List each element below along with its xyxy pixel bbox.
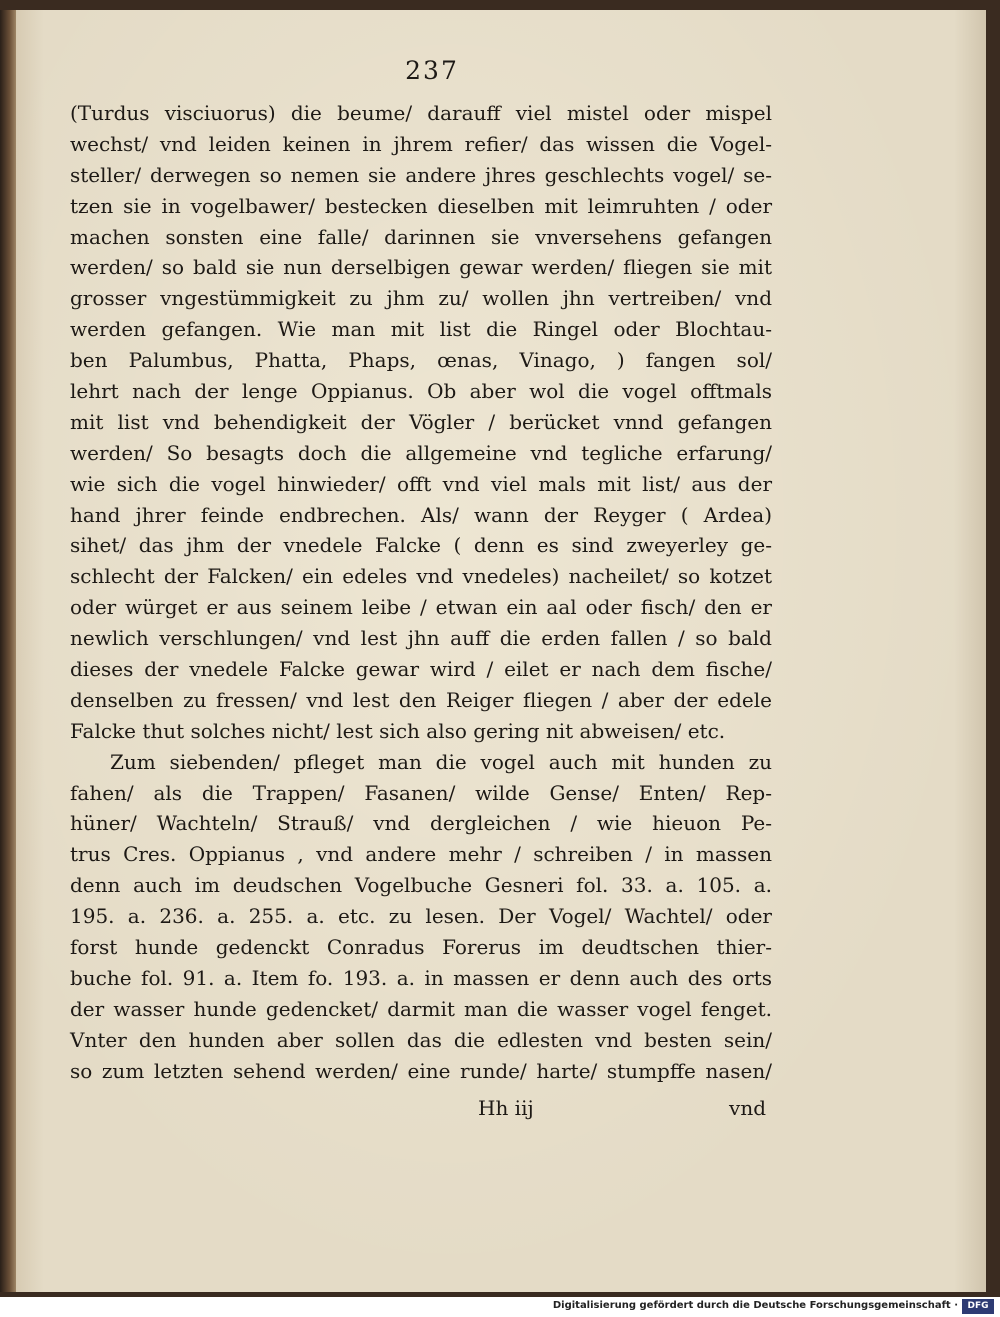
text-line: so zum letzten sehend werden/ eine runde/ harte/ stumpffe nasen/ bbox=[70, 1058, 772, 1083]
text-line: hand jhrer feinde endbrechen. Als/ wann der Reyger ( Ardea) bbox=[70, 502, 772, 527]
body-text bbox=[70, 98, 772, 1087]
text-line: dieses der vnedele Falcke gewar wird / eilet er nach dem fische/ bbox=[70, 657, 772, 682]
text-line: denn auch im deudschen Vogelbuche Gesneri fol. 33. a. 105. a. bbox=[70, 873, 772, 898]
text-line: oder würget er aus seinem leibe / etwan ein aal oder fisch/ den er bbox=[70, 595, 772, 620]
text-line: 195. a. 236. a. 255. a. etc. zu lesen. Der Vogel/ Wachtel/ oder bbox=[70, 904, 772, 929]
text-line: sihet/ das jhm der vnedele Falcke ( denn es sind zweyerley ge- bbox=[70, 533, 772, 558]
text-line: lehrt nach der lenge Oppianus. Ob aber wol die vogel offtmals bbox=[70, 379, 772, 404]
book-spine-edge bbox=[0, 10, 16, 1292]
catchword: vnd bbox=[729, 1096, 766, 1120]
text-line: forst hunde gedenckt Conradus Forerus im deudtschen thier- bbox=[70, 935, 772, 960]
text-line: denselben zu fressen/ vnd lest den Reiger fliegen / aber der edele bbox=[70, 687, 772, 712]
text-line: ben Palumbus, Phatta, Phaps, œnas, Vinago, ) fangen sol/ bbox=[70, 348, 772, 373]
page-number: 237 bbox=[405, 56, 459, 85]
digitization-footer bbox=[0, 1297, 1000, 1317]
text-line: tzen sie in vogelbawer/ bestecken dieselben mit leimruhten / oder bbox=[70, 193, 772, 218]
text-line: (Turdus visciuorus) die beume/ darauff viel mistel oder mispel bbox=[70, 101, 772, 125]
text-line: newlich verschlungen/ vnd lest jhn auff die erden fallen / so bald bbox=[70, 626, 772, 651]
text-line: der wasser hunde gedencket/ darmit man die wasser vogel fenget. bbox=[70, 996, 772, 1021]
text-line: fahen/ als die Trappen/ Fasanen/ wilde Gense/ Enten/ Rep- bbox=[70, 780, 772, 805]
text-line-paragraph-start: Zum siebenden/ pfleget man die vogel auch mit hunden zu bbox=[110, 749, 772, 774]
text-line: hüner/ Wachteln/ Strauß/ vnd dergleichen / wie hieuon Pe- bbox=[70, 811, 772, 836]
page-foot bbox=[70, 1096, 772, 1126]
text-line: schlecht der Falcken/ ein edeles vnd vnedeles) nacheilet/ so kotzet bbox=[70, 564, 772, 589]
text-line: machen sonsten eine falle/ darinnen sie vnversehens gefangen bbox=[70, 224, 772, 249]
text-line: steller/ derwegen so nemen sie andere jhres geschlechts vogel/ se- bbox=[70, 162, 772, 187]
text-line: buche fol. 91. a. Item fo. 193. a. in massen er denn auch des orts bbox=[70, 965, 772, 990]
signature-mark: Hh iij bbox=[478, 1096, 534, 1120]
text-line: werden/ so bald sie nun derselbigen gewar werden/ fliegen sie mit bbox=[70, 255, 772, 280]
text-line: wie sich die vogel hinwieder/ offt vnd viel mals mit list/ aus der bbox=[70, 471, 772, 496]
text-line: wechst/ vnd leiden keinen in jhrem refier/ das wissen die Vogel- bbox=[70, 131, 772, 156]
text-line: werden gefangen. Wie man mit list die Ringel oder Blochtau- bbox=[70, 317, 772, 342]
text-line: grosser vngestümmigkeit zu jhm zu/ wollen jhn vertreiben/ vnd bbox=[70, 286, 772, 311]
text-line: mit list vnd behendigkeit der Vögler / berücket vnnd gefangen bbox=[70, 409, 772, 434]
funding-credit: Digitalisierung gefördert durch die Deutsche Forschungsgemeinschaft · bbox=[552, 1300, 958, 1311]
text-line: werden/ So besagts doch die allgemeine vnd tegliche erfarung/ bbox=[70, 440, 772, 465]
text-line: Vnter den hunden aber sollen das die edlesten vnd besten sein/ bbox=[70, 1027, 772, 1052]
text-line: Falcke thut solches nicht/ lest sich also gering nit abweisen/ etc. bbox=[70, 718, 726, 743]
text-line: trus Cres. Oppianus , vnd andere mehr / schreiben / in massen bbox=[70, 842, 772, 867]
dfg-logo: DFG bbox=[962, 1299, 994, 1314]
